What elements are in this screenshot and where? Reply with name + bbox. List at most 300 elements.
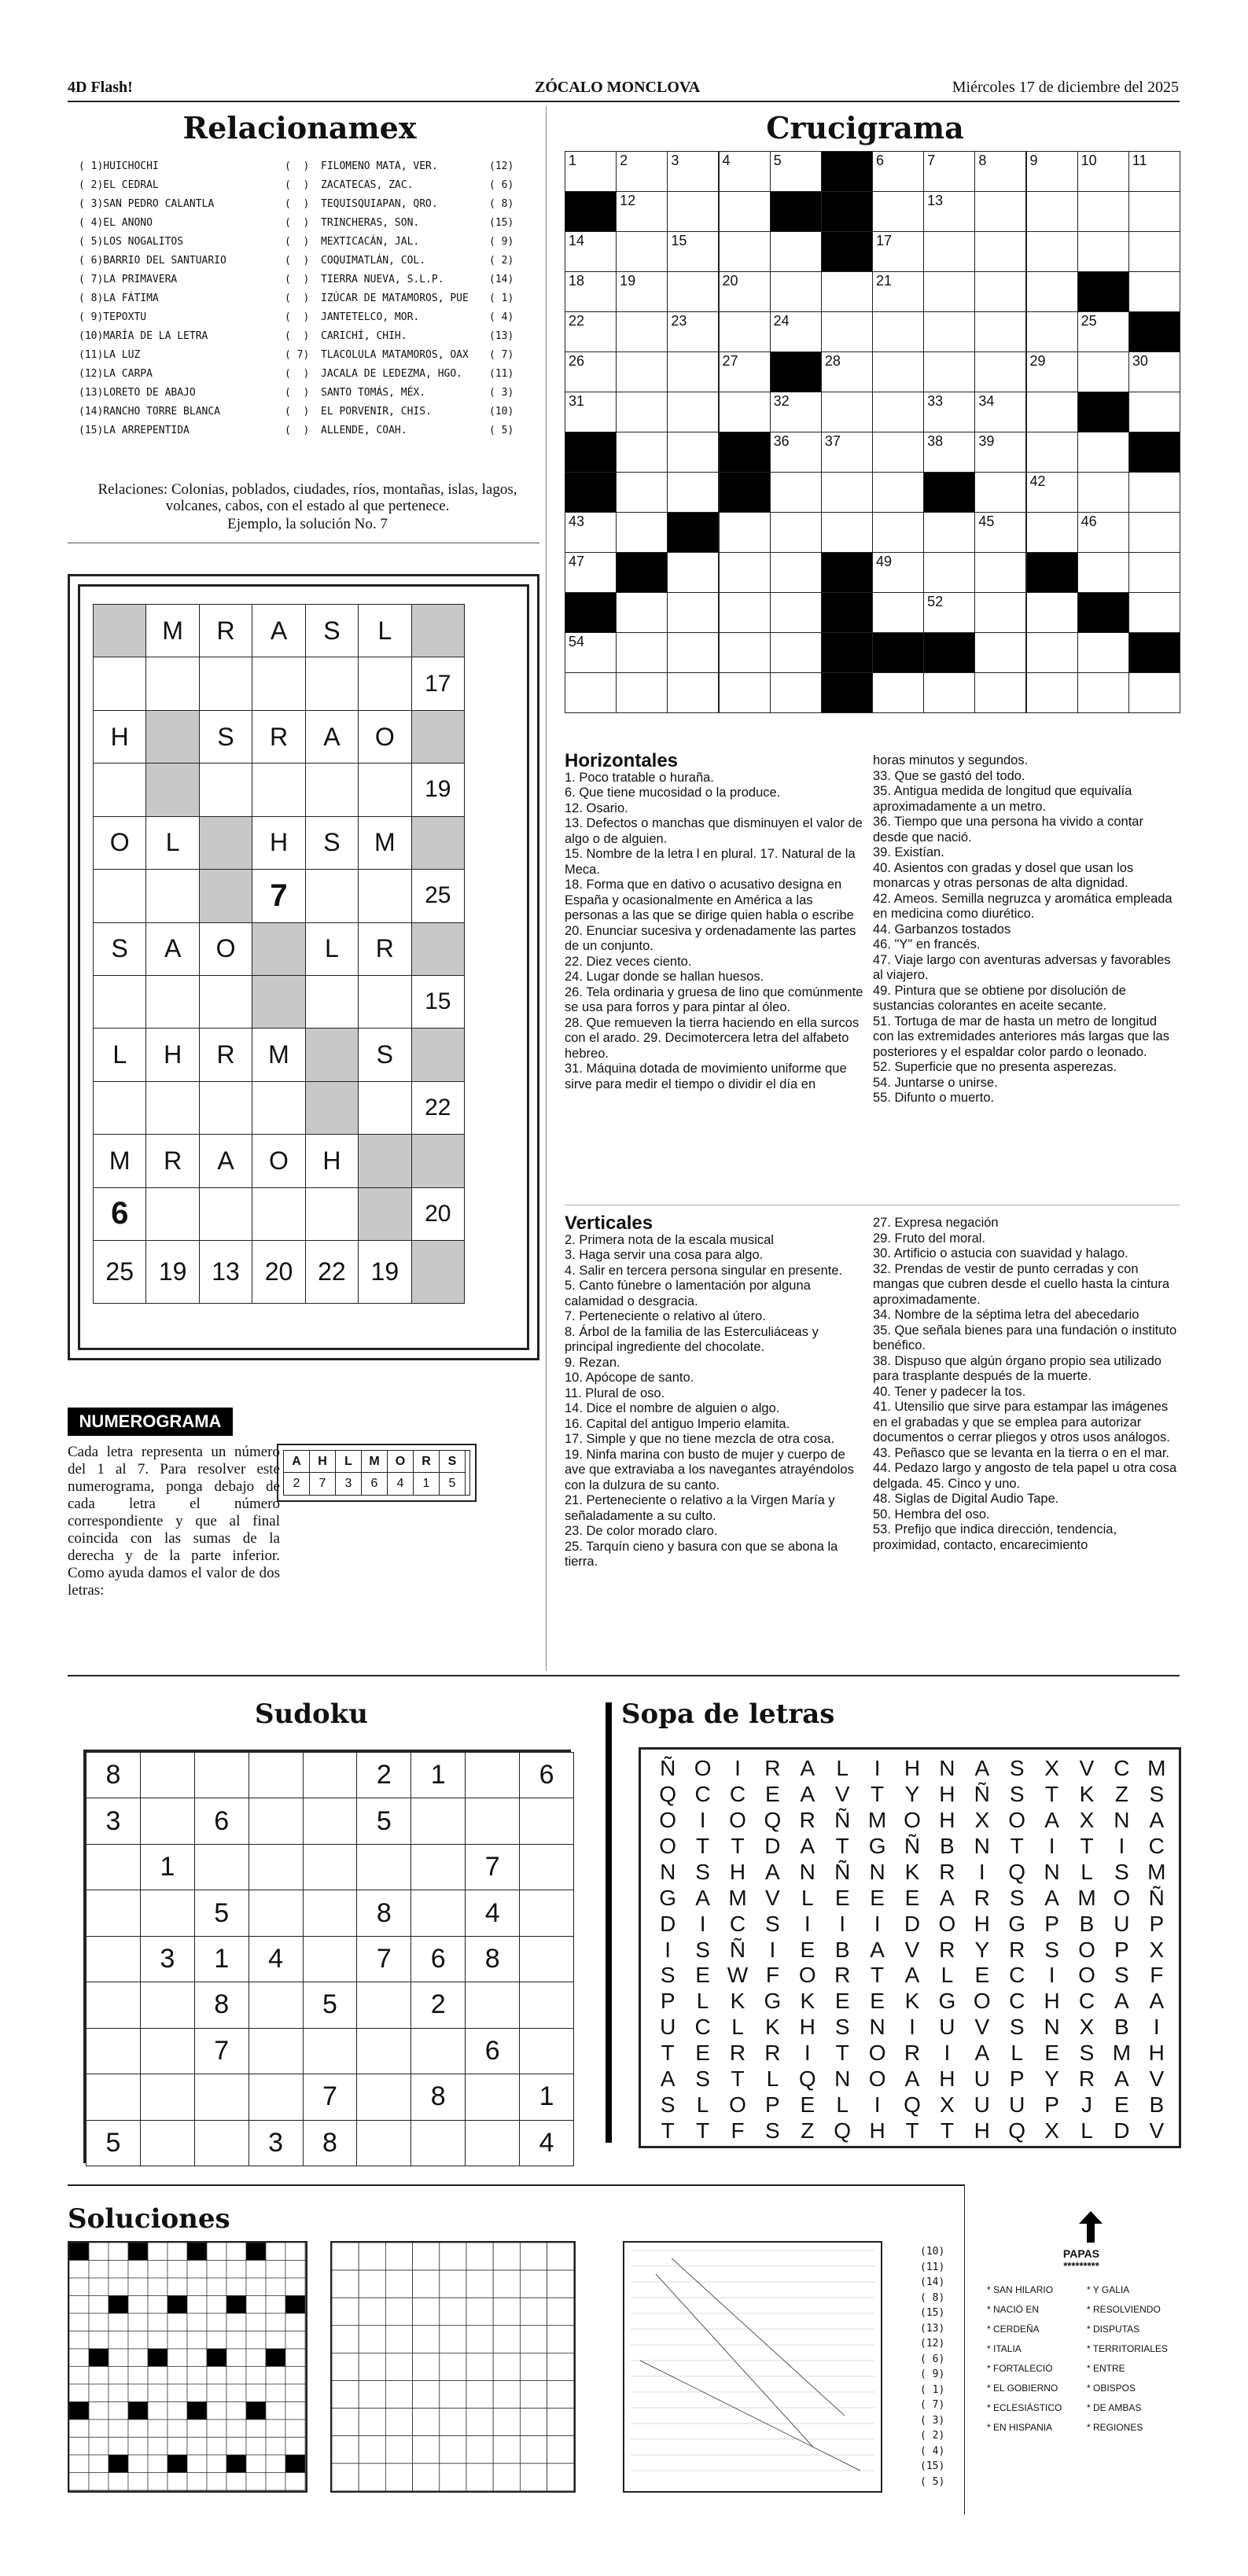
crossword-cell[interactable] bbox=[872, 151, 924, 192]
crossword-cell[interactable] bbox=[872, 351, 924, 392]
sudoku-cell[interactable] bbox=[140, 1752, 195, 1798]
sudoku-cell[interactable] bbox=[519, 2120, 574, 2166]
crossword-cell[interactable] bbox=[667, 191, 719, 232]
crossword-cell[interactable] bbox=[1077, 672, 1129, 713]
sopa-letter[interactable]: L bbox=[1080, 1859, 1093, 1884]
sopa-letter[interactable]: I bbox=[804, 1911, 811, 1936]
crossword-cell[interactable] bbox=[565, 392, 617, 432]
sopa-letter[interactable]: E bbox=[695, 2041, 710, 2066]
sudoku-cell[interactable] bbox=[519, 1982, 574, 2028]
sopa-letter[interactable]: V bbox=[1079, 1756, 1095, 1780]
crossword-cell[interactable] bbox=[667, 151, 719, 192]
sudoku-cell[interactable] bbox=[465, 1936, 520, 1982]
sopa-letter[interactable]: N bbox=[834, 2066, 851, 2092]
sopa-letter[interactable]: A bbox=[800, 1756, 815, 1780]
numerograma-cell[interactable] bbox=[93, 1028, 146, 1081]
crossword-cell[interactable] bbox=[872, 311, 924, 352]
numerograma-cell[interactable] bbox=[145, 869, 199, 922]
sopa-letter[interactable]: P bbox=[1044, 2092, 1059, 2118]
sopa-letter[interactable]: X bbox=[1044, 1756, 1059, 1780]
numerograma-cell[interactable] bbox=[93, 816, 146, 870]
sopa-letter[interactable]: C bbox=[1078, 1989, 1095, 2014]
crossword-cell[interactable] bbox=[719, 191, 771, 232]
sopa-letter[interactable]: P bbox=[1149, 1911, 1165, 1936]
sudoku-cell[interactable] bbox=[140, 1936, 195, 1982]
numerograma-cell[interactable] bbox=[145, 1028, 199, 1081]
sopa-letter[interactable]: L bbox=[731, 2015, 744, 2040]
numerograma-cell[interactable] bbox=[93, 763, 146, 816]
sudoku-cell[interactable] bbox=[303, 2074, 358, 2120]
sopa-letter[interactable]: N bbox=[1044, 2015, 1060, 2040]
sudoku-cell[interactable] bbox=[248, 1844, 304, 1890]
crossword-cell[interactable] bbox=[719, 151, 771, 192]
crossword-cell[interactable] bbox=[1128, 191, 1180, 232]
sopa-letter[interactable]: O bbox=[868, 2066, 886, 2092]
sudoku-cell[interactable] bbox=[410, 1752, 466, 1798]
numerograma-cell[interactable] bbox=[252, 710, 305, 764]
sopa-letter[interactable]: E bbox=[800, 1937, 815, 1962]
sopa-letter[interactable]: E bbox=[800, 2092, 815, 2118]
numerograma-cell[interactable] bbox=[305, 604, 359, 657]
numerograma-cell[interactable] bbox=[93, 1081, 146, 1135]
crossword-cell[interactable] bbox=[1128, 351, 1180, 392]
sudoku-cell[interactable] bbox=[410, 1798, 466, 1844]
sopa-letter[interactable]: P bbox=[1114, 1937, 1129, 1962]
sopa-letter[interactable]: C bbox=[729, 1781, 746, 1806]
sopa-letter[interactable]: O bbox=[659, 1833, 677, 1858]
sopa-letter[interactable]: S bbox=[660, 2092, 676, 2118]
sopa-letter[interactable]: S bbox=[1044, 1937, 1059, 1962]
sudoku-cell[interactable] bbox=[356, 2120, 411, 2166]
sopa-letter[interactable]: L bbox=[696, 2092, 709, 2118]
sopa-letter[interactable]: R bbox=[834, 1963, 851, 1988]
numerograma-cell[interactable] bbox=[252, 975, 305, 1029]
crossword-cell[interactable] bbox=[872, 672, 924, 713]
sudoku-cell[interactable] bbox=[86, 1752, 141, 1798]
numerograma-cell[interactable] bbox=[358, 1134, 411, 1187]
sopa-letter[interactable]: B bbox=[1079, 1911, 1095, 1936]
sopa-letter[interactable]: P bbox=[1044, 1911, 1059, 1936]
numerograma-cell[interactable] bbox=[93, 975, 146, 1029]
sopa-letter[interactable]: V bbox=[974, 2015, 990, 2040]
sopa-letter[interactable]: Ñ bbox=[834, 1859, 851, 1884]
crossword-cell[interactable] bbox=[1026, 432, 1078, 473]
sopa-letter[interactable]: A bbox=[870, 1937, 885, 1962]
numerograma-cell[interactable] bbox=[358, 975, 411, 1029]
sopa-letter[interactable]: T bbox=[835, 1833, 849, 1858]
numerograma-cell[interactable] bbox=[145, 1134, 199, 1187]
sopa-letter[interactable]: L bbox=[836, 2092, 849, 2118]
sudoku-cell[interactable] bbox=[140, 2028, 195, 2074]
sopa-letter[interactable]: K bbox=[904, 1859, 920, 1884]
crossword-cell[interactable] bbox=[770, 632, 822, 673]
sopa-letter[interactable]: M bbox=[1077, 1885, 1096, 1910]
sopa-letter[interactable]: R bbox=[1009, 1937, 1025, 1962]
sopa-letter[interactable]: B bbox=[940, 1833, 955, 1858]
numerograma-cell[interactable] bbox=[145, 922, 199, 976]
crossword-cell[interactable] bbox=[719, 592, 771, 633]
sudoku-cell[interactable] bbox=[248, 2074, 304, 2120]
sudoku-cell[interactable] bbox=[86, 2074, 141, 2120]
sopa-letter[interactable]: T bbox=[940, 2118, 954, 2144]
sudoku-cell[interactable] bbox=[86, 2120, 141, 2166]
sudoku-cell[interactable] bbox=[303, 2028, 358, 2074]
sopa-letter[interactable]: L bbox=[1011, 2041, 1023, 2066]
numerograma-cell[interactable] bbox=[305, 1028, 359, 1081]
sopa-letter[interactable]: Z bbox=[801, 2118, 815, 2144]
crossword-cell[interactable] bbox=[1026, 191, 1078, 232]
sopa-letter[interactable]: X bbox=[1044, 2118, 1059, 2144]
sopa-letter[interactable]: Y bbox=[1044, 2066, 1059, 2092]
sopa-letter[interactable]: T bbox=[696, 1833, 710, 1858]
sopa-letter[interactable]: I bbox=[1048, 1833, 1055, 1858]
sudoku-cell[interactable] bbox=[194, 1798, 249, 1844]
sopa-letter[interactable]: H bbox=[869, 2118, 885, 2144]
sudoku-cell[interactable] bbox=[194, 2120, 249, 2166]
sopa-letter[interactable]: M bbox=[1147, 1859, 1166, 1884]
crossword-cell[interactable] bbox=[923, 271, 975, 312]
sopa-letter[interactable]: O bbox=[1113, 1885, 1131, 1910]
sopa-letter[interactable]: T bbox=[835, 2041, 849, 2066]
crossword-cell[interactable] bbox=[667, 392, 719, 432]
numerograma-cell[interactable] bbox=[145, 1187, 199, 1241]
numerograma-cell[interactable] bbox=[93, 922, 146, 976]
sopa-letter[interactable]: L bbox=[801, 1885, 814, 1910]
sopa-letter[interactable]: Q bbox=[798, 2066, 816, 2092]
sopa-letter[interactable]: X bbox=[1149, 1937, 1165, 1962]
sopa-letter[interactable]: C bbox=[729, 1911, 746, 1936]
sopa-letter[interactable]: C bbox=[1114, 1756, 1130, 1780]
numerograma-cell[interactable] bbox=[252, 763, 305, 816]
numerograma-cell[interactable] bbox=[358, 657, 411, 710]
sudoku-cell[interactable] bbox=[140, 2120, 195, 2166]
sopa-letter[interactable]: V bbox=[834, 1781, 850, 1806]
sopa-letter[interactable]: A bbox=[695, 1885, 710, 1910]
sopa-letter[interactable]: S bbox=[1009, 2015, 1025, 2040]
sudoku-cell[interactable] bbox=[86, 1844, 141, 1890]
crossword-cell[interactable] bbox=[770, 271, 822, 312]
crossword-cell[interactable] bbox=[821, 512, 873, 553]
sopa-letter[interactable]: Z bbox=[1114, 1781, 1128, 1806]
crossword-cell[interactable] bbox=[872, 592, 924, 633]
sudoku-cell[interactable] bbox=[248, 2120, 304, 2166]
numerograma-cell[interactable] bbox=[305, 816, 359, 870]
crossword-cell[interactable] bbox=[719, 552, 771, 593]
sopa-letter[interactable]: P bbox=[660, 1989, 676, 2014]
crossword-cell[interactable] bbox=[565, 231, 617, 272]
sopa-letter[interactable]: I bbox=[874, 2092, 881, 2118]
numerograma-cell[interactable] bbox=[411, 869, 465, 922]
sudoku-cell[interactable] bbox=[86, 1936, 141, 1982]
sopa-letter[interactable]: O bbox=[798, 1963, 816, 1988]
sopa-letter[interactable]: R bbox=[939, 1859, 955, 1884]
sopa-letter[interactable]: O bbox=[904, 1807, 921, 1832]
numerograma-cell[interactable] bbox=[305, 763, 359, 816]
sopa-letter[interactable]: A bbox=[1149, 1807, 1165, 1832]
sopa-letter[interactable]: Ñ bbox=[1148, 1885, 1165, 1910]
sopa-letter[interactable]: S bbox=[834, 2015, 850, 2040]
sopa-letter[interactable]: I bbox=[769, 1937, 776, 1962]
sopa-letter[interactable]: R bbox=[729, 2041, 746, 2066]
sopa-letter[interactable]: A bbox=[1149, 1989, 1165, 2014]
sudoku-cell[interactable] bbox=[303, 1752, 358, 1798]
sudoku-cell[interactable] bbox=[465, 1982, 520, 2028]
crossword-cell[interactable] bbox=[770, 672, 822, 713]
sopa-letter[interactable]: A bbox=[660, 2066, 676, 2092]
sudoku-cell[interactable] bbox=[519, 2028, 574, 2074]
sopa-letter[interactable]: O bbox=[938, 1911, 956, 1936]
numerograma-cell[interactable] bbox=[252, 1187, 305, 1241]
sopa-letter[interactable]: R bbox=[974, 1885, 990, 1910]
sopa-letter[interactable]: B bbox=[1149, 2092, 1165, 2118]
crossword-cell[interactable] bbox=[616, 632, 668, 673]
sopa-letter[interactable]: O bbox=[1078, 1963, 1095, 1988]
crossword-cell[interactable] bbox=[667, 552, 719, 593]
sopa-letter[interactable]: S bbox=[695, 2066, 710, 2092]
sopa-letter[interactable]: R bbox=[799, 1807, 815, 1832]
crossword-cell[interactable] bbox=[923, 432, 975, 473]
sopa-letter[interactable]: I bbox=[1153, 2015, 1160, 2040]
crossword-cell[interactable] bbox=[616, 351, 668, 392]
sudoku-cell[interactable] bbox=[519, 1844, 574, 1890]
numerograma-cell[interactable] bbox=[199, 1187, 252, 1241]
sopa-letter[interactable]: C bbox=[694, 2015, 711, 2040]
sopa-letter[interactable]: Q bbox=[764, 1807, 782, 1832]
crossword-cell[interactable] bbox=[1077, 191, 1129, 232]
crossword-cell[interactable] bbox=[1077, 432, 1129, 473]
numerograma-cell[interactable] bbox=[145, 975, 199, 1029]
numerograma-cell[interactable] bbox=[411, 604, 465, 657]
sudoku-cell[interactable] bbox=[86, 1982, 141, 2028]
sopa-letter[interactable]: I bbox=[734, 1756, 741, 1780]
crossword-cell[interactable] bbox=[667, 472, 719, 513]
sudoku-cell[interactable] bbox=[248, 1936, 304, 1982]
sopa-letter[interactable]: Q bbox=[904, 2092, 921, 2118]
sopa-letter[interactable]: I bbox=[1048, 1963, 1055, 1988]
crossword-cell[interactable] bbox=[1026, 351, 1078, 392]
crossword-cell[interactable] bbox=[872, 472, 924, 513]
crossword-cell[interactable] bbox=[821, 432, 873, 473]
crossword-cell[interactable] bbox=[667, 311, 719, 352]
sopa-letter[interactable]: G bbox=[659, 1885, 677, 1910]
crossword-cell[interactable] bbox=[616, 472, 668, 513]
crossword-cell[interactable] bbox=[974, 392, 1026, 432]
crossword-cell[interactable] bbox=[923, 311, 975, 352]
sopa-letter[interactable]: V bbox=[904, 1937, 920, 1962]
sopa-letter[interactable]: A bbox=[765, 1859, 780, 1884]
sudoku-cell[interactable] bbox=[303, 1982, 358, 2028]
sopa-letter[interactable]: A bbox=[800, 1781, 815, 1806]
sudoku-cell[interactable] bbox=[465, 2120, 520, 2166]
crossword-cell[interactable] bbox=[821, 271, 873, 312]
sopa-letter[interactable]: A bbox=[974, 2041, 990, 2066]
numerograma-cell[interactable] bbox=[145, 1081, 199, 1135]
sopa-letter[interactable]: U bbox=[974, 2066, 990, 2092]
numerograma-cell[interactable] bbox=[411, 816, 465, 870]
sopa-letter[interactable]: Q bbox=[834, 2118, 852, 2144]
crossword-cell[interactable] bbox=[1077, 231, 1129, 272]
crossword-cell[interactable] bbox=[770, 392, 822, 432]
sopa-letter[interactable]: H bbox=[974, 2118, 990, 2144]
sopa-letter[interactable]: T bbox=[1080, 1833, 1094, 1858]
crossword-cell[interactable] bbox=[821, 351, 873, 392]
sopa-letter[interactable]: E bbox=[904, 1885, 920, 1910]
sudoku-cell[interactable] bbox=[356, 2074, 411, 2120]
sopa-letter[interactable]: E bbox=[974, 1963, 990, 1988]
sudoku-cell[interactable] bbox=[410, 2120, 466, 2166]
sopa-letter[interactable]: A bbox=[904, 2066, 920, 2092]
sopa-letter[interactable]: V bbox=[1149, 2066, 1165, 2092]
sudoku-cell[interactable] bbox=[248, 2028, 304, 2074]
sopa-letter[interactable]: R bbox=[904, 2041, 921, 2066]
numerograma-cell[interactable] bbox=[305, 1187, 359, 1241]
numerograma-cell[interactable] bbox=[252, 604, 305, 657]
sopa-letter[interactable]: H bbox=[729, 1859, 746, 1884]
crossword-cell[interactable] bbox=[565, 672, 617, 713]
sopa-letter[interactable]: H bbox=[904, 1756, 921, 1780]
crossword-cell[interactable] bbox=[770, 231, 822, 272]
crossword-cell[interactable] bbox=[1077, 632, 1129, 673]
numerograma-cell[interactable] bbox=[145, 604, 199, 657]
crossword-cell[interactable] bbox=[1077, 472, 1129, 513]
sopa-letter[interactable]: O bbox=[868, 2041, 886, 2066]
numerograma-cell[interactable] bbox=[305, 710, 359, 764]
crossword-cell[interactable] bbox=[719, 672, 771, 713]
sudoku-cell[interactable] bbox=[194, 2028, 249, 2074]
sopa-letter[interactable]: T bbox=[731, 2066, 745, 2092]
sopa-letter[interactable]: H bbox=[939, 1781, 955, 1806]
sudoku-cell[interactable] bbox=[86, 1798, 141, 1844]
crossword-cell[interactable] bbox=[872, 271, 924, 312]
crossword-cell[interactable] bbox=[616, 191, 668, 232]
crossword-cell[interactable] bbox=[1026, 472, 1078, 513]
sopa-letter[interactable]: S bbox=[1079, 2041, 1095, 2066]
crossword-cell[interactable] bbox=[872, 552, 924, 593]
sopa-letter[interactable]: H bbox=[1148, 2041, 1165, 2066]
sopa-letter[interactable]: O bbox=[1008, 1807, 1026, 1832]
sopa-letter[interactable]: G bbox=[1008, 1911, 1026, 1936]
crossword-cell[interactable] bbox=[616, 432, 668, 473]
sudoku-cell[interactable] bbox=[465, 1844, 520, 1890]
sopa-letter[interactable]: I bbox=[839, 1911, 846, 1936]
sopa-letter[interactable]: Y bbox=[904, 1781, 920, 1806]
sudoku-cell[interactable] bbox=[465, 2028, 520, 2074]
crossword-cell[interactable] bbox=[770, 432, 822, 473]
sopa-letter[interactable]: H bbox=[799, 2015, 815, 2040]
sopa-letter[interactable]: Ñ bbox=[834, 1807, 851, 1832]
sopa-letter[interactable]: S bbox=[695, 1859, 710, 1884]
crossword-cell[interactable] bbox=[1026, 512, 1078, 553]
numerograma-cell[interactable] bbox=[358, 869, 411, 922]
numerograma-cell[interactable] bbox=[199, 975, 252, 1029]
sudoku-cell[interactable] bbox=[303, 2120, 358, 2166]
sopa-letter[interactable]: B bbox=[834, 1937, 850, 1962]
crossword-cell[interactable] bbox=[974, 672, 1026, 713]
sudoku-cell[interactable] bbox=[248, 1982, 304, 2028]
sopa-letter[interactable]: I bbox=[699, 1807, 706, 1832]
crossword-cell[interactable] bbox=[565, 512, 617, 553]
numerograma-cell[interactable] bbox=[252, 657, 305, 710]
sopa-letter[interactable]: E bbox=[765, 1781, 780, 1806]
sudoku-cell[interactable] bbox=[140, 2074, 195, 2120]
sopa-letter[interactable]: H bbox=[1044, 1989, 1060, 2014]
crossword-cell[interactable] bbox=[923, 512, 975, 553]
crossword-cell[interactable] bbox=[616, 151, 668, 192]
sudoku-cell[interactable] bbox=[410, 1936, 466, 1982]
numerograma-cell[interactable] bbox=[358, 1187, 411, 1241]
sopa-letter[interactable]: E bbox=[870, 1885, 885, 1910]
sopa-letter[interactable]: U bbox=[974, 2092, 990, 2118]
sudoku-cell[interactable] bbox=[519, 1890, 574, 1936]
sopa-letter[interactable]: M bbox=[728, 1885, 747, 1910]
crossword-cell[interactable] bbox=[616, 592, 668, 633]
crossword-cell[interactable] bbox=[1026, 151, 1078, 192]
sudoku-cell[interactable] bbox=[410, 1844, 466, 1890]
crossword-cell[interactable] bbox=[974, 351, 1026, 392]
crossword-cell[interactable] bbox=[1077, 351, 1129, 392]
sopa-letter[interactable]: A bbox=[940, 1885, 955, 1910]
numerograma-cell[interactable] bbox=[199, 657, 252, 710]
crossword-cell[interactable] bbox=[1128, 231, 1180, 272]
sopa-letter[interactable]: R bbox=[764, 1756, 781, 1780]
sopa-letter[interactable]: V bbox=[765, 1885, 780, 1910]
crossword-cell[interactable] bbox=[974, 151, 1026, 192]
numerograma-cell[interactable] bbox=[199, 604, 252, 657]
sopa-letter[interactable]: R bbox=[764, 2041, 781, 2066]
sopa-letter[interactable]: I bbox=[944, 2041, 951, 2066]
sopa-letter[interactable]: K bbox=[1079, 1781, 1095, 1806]
crossword-cell[interactable] bbox=[770, 472, 822, 513]
sopa-letter[interactable]: I bbox=[909, 2015, 915, 2040]
sopa-letter[interactable]: G bbox=[868, 1833, 886, 1858]
sopa-letter[interactable]: S bbox=[1114, 1963, 1129, 1988]
sudoku-cell[interactable] bbox=[248, 1890, 304, 1936]
sopa-letter[interactable]: N bbox=[939, 1756, 955, 1780]
sopa-letter[interactable]: W bbox=[727, 1963, 749, 1988]
sudoku-cell[interactable] bbox=[519, 1752, 574, 1798]
numerograma-cell[interactable] bbox=[145, 816, 199, 870]
crossword-cell[interactable] bbox=[719, 512, 771, 553]
sopa-letter[interactable]: E bbox=[695, 1963, 710, 1988]
numerograma-cell[interactable] bbox=[199, 1134, 252, 1187]
sopa-letter[interactable]: A bbox=[904, 1963, 920, 1988]
crossword-cell[interactable] bbox=[667, 632, 719, 673]
crossword-cell[interactable] bbox=[974, 552, 1026, 593]
sopa-letter[interactable]: S bbox=[1009, 1781, 1025, 1806]
sudoku-cell[interactable] bbox=[465, 1890, 520, 1936]
sopa-letter[interactable]: X bbox=[1079, 2015, 1095, 2040]
numerograma-cell[interactable] bbox=[411, 710, 465, 764]
sopa-letter[interactable]: M bbox=[1112, 2041, 1132, 2066]
sopa-letter[interactable]: I bbox=[1118, 1833, 1125, 1858]
crossword-cell[interactable] bbox=[1128, 592, 1180, 633]
crossword-cell[interactable] bbox=[719, 632, 771, 673]
sopa-letter[interactable]: T bbox=[731, 1833, 745, 1858]
sopa-letter[interactable]: X bbox=[1079, 1807, 1095, 1832]
crossword-cell[interactable] bbox=[719, 311, 771, 352]
crossword-cell[interactable] bbox=[616, 231, 668, 272]
numerograma-cell[interactable] bbox=[358, 922, 411, 976]
numerograma-cell[interactable] bbox=[411, 975, 465, 1029]
crossword-cell[interactable] bbox=[667, 672, 719, 713]
sudoku-cell[interactable] bbox=[356, 2028, 411, 2074]
sopa-letter[interactable]: M bbox=[867, 1807, 887, 1832]
crossword-cell[interactable] bbox=[770, 311, 822, 352]
numerograma-cell[interactable] bbox=[199, 1028, 252, 1081]
sopa-letter[interactable]: L bbox=[696, 1989, 709, 2014]
sudoku-cell[interactable] bbox=[86, 2028, 141, 2074]
crossword-cell[interactable] bbox=[667, 271, 719, 312]
